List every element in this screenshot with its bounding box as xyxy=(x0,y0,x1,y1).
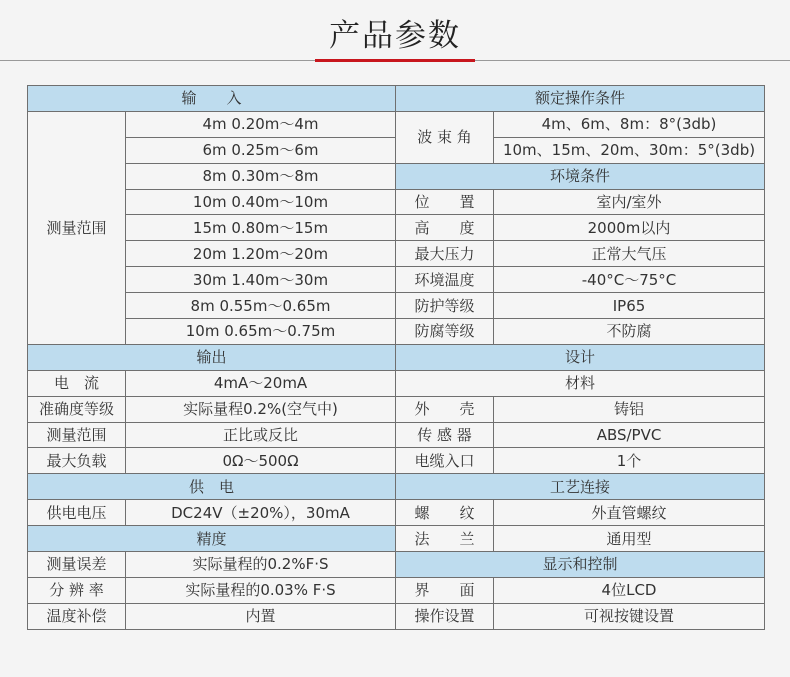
env-label: 防护等级 xyxy=(396,293,494,319)
section-process-header: 工艺连接 xyxy=(396,474,765,500)
process-label: 螺 纹 xyxy=(396,500,494,526)
precision-value: 内置 xyxy=(126,603,396,629)
output-label: 最大负载 xyxy=(28,448,126,474)
env-label: 高 度 xyxy=(396,215,494,241)
env-value: IP65 xyxy=(494,293,765,319)
beam-angle-value: 10m、15m、20m、30m：5°(3db) xyxy=(494,137,765,163)
display-value: 4位LCD xyxy=(494,577,765,603)
design-label: 传 感 器 xyxy=(396,422,494,448)
range-value: 10m 0.65m～0.75m xyxy=(126,319,396,345)
env-value: 正常大气压 xyxy=(494,241,765,267)
section-input-header: 输 入 xyxy=(28,86,396,112)
range-value: 30m 1.40m～30m xyxy=(126,267,396,293)
env-label: 环境温度 xyxy=(396,267,494,293)
output-value: 0Ω～500Ω xyxy=(126,448,396,474)
section-precision-header: 精度 xyxy=(28,526,396,552)
process-value: 通用型 xyxy=(494,526,765,552)
power-value: DC24V（±20%），30mA xyxy=(126,500,396,526)
page-title: 产品参数 xyxy=(329,18,461,54)
env-label: 防腐等级 xyxy=(396,319,494,345)
measure-range-label: 测量范围 xyxy=(28,111,126,344)
range-value: 20m 1.20m～20m xyxy=(126,241,396,267)
design-material-header: 材料 xyxy=(396,370,765,396)
env-value: -40°C～75°C xyxy=(494,267,765,293)
range-value: 6m 0.25m～6m xyxy=(126,137,396,163)
range-value: 10m 0.40m～10m xyxy=(126,189,396,215)
output-label: 测量范围 xyxy=(28,422,126,448)
env-value: 室内/室外 xyxy=(494,189,765,215)
display-label: 操作设置 xyxy=(396,603,494,629)
display-label: 界 面 xyxy=(396,577,494,603)
section-power-header: 供 电 xyxy=(28,474,396,500)
display-value: 可视按键设置 xyxy=(494,603,765,629)
process-label: 法 兰 xyxy=(396,526,494,552)
env-value: 2000m以内 xyxy=(494,215,765,241)
env-value: 不防腐 xyxy=(494,319,765,345)
precision-label: 温度补偿 xyxy=(28,603,126,629)
output-label: 电 流 xyxy=(28,370,126,396)
beam-angle-label: 波 束 角 xyxy=(396,111,494,163)
process-value: 外直管螺纹 xyxy=(494,500,765,526)
range-value: 15m 0.80m～15m xyxy=(126,215,396,241)
section-environment-header: 环境条件 xyxy=(396,163,765,189)
env-label: 最大压力 xyxy=(396,241,494,267)
design-value: ABS/PVC xyxy=(494,422,765,448)
range-value: 8m 0.30m～8m xyxy=(126,163,396,189)
range-value: 4m 0.20m～4m xyxy=(126,111,396,137)
output-value: 4mA～20mA xyxy=(126,370,396,396)
precision-label: 测量误差 xyxy=(28,552,126,578)
section-design-header: 设计 xyxy=(396,344,765,370)
precision-value: 实际量程的0.03% F·S xyxy=(126,577,396,603)
design-value: 铸铝 xyxy=(494,396,765,422)
range-value: 8m 0.55m～0.65m xyxy=(126,293,396,319)
title-accent-underline xyxy=(315,59,475,62)
design-label: 外 壳 xyxy=(396,396,494,422)
design-label: 电缆入口 xyxy=(396,448,494,474)
precision-label: 分 辨 率 xyxy=(28,577,126,603)
output-label: 准确度等级 xyxy=(28,396,126,422)
section-rated-header: 额定操作条件 xyxy=(396,86,765,112)
beam-angle-value: 4m、6m、8m：8°(3db) xyxy=(494,111,765,137)
section-output-header: 输出 xyxy=(28,344,396,370)
precision-value: 实际量程的0.2%F·S xyxy=(126,552,396,578)
power-label: 供电电压 xyxy=(28,500,126,526)
parameter-table xyxy=(27,85,765,630)
env-label: 位 置 xyxy=(396,189,494,215)
design-value: 1个 xyxy=(494,448,765,474)
section-display-header: 显示和控制 xyxy=(396,552,765,578)
output-value: 正比或反比 xyxy=(126,422,396,448)
output-value: 实际量程0.2%(空气中) xyxy=(126,396,396,422)
